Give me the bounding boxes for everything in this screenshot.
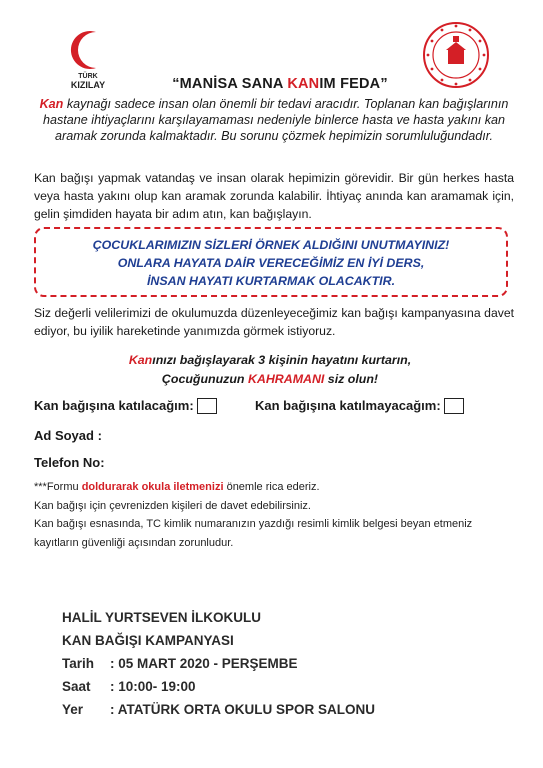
cta-highlight-1: Kan	[128, 353, 153, 367]
turk-kizilay-logo	[58, 28, 118, 88]
attend-checkbox[interactable]	[197, 398, 217, 414]
callout-line-2: ONLARA HAYATA DAİR VERECEĞİMİZ EN İYİ DERS,	[117, 256, 425, 270]
callout-box	[34, 227, 508, 297]
cta-text-1: ınızı bağışlayarak 3 kişinin hayatını kurtarın,	[152, 353, 412, 367]
cta-highlight-2: KAHRAMANI	[247, 372, 325, 386]
notes-section	[34, 478, 504, 552]
intro-paragraph	[34, 96, 514, 144]
note-1-after: önemle rica ederiz.	[223, 481, 320, 493]
title-part-2: IM FEDA”	[319, 76, 388, 92]
title-part-1: “MANİSA SANA	[172, 76, 288, 92]
cta-text-2b: siz olun!	[324, 372, 379, 386]
not-attend-label: Kan bağışına katılmayacağım:	[255, 398, 441, 414]
body-paragraph-1: Kan bağışı yapmak vatandaş ve insan olarak hepimizin görevidir. Bir gün herkes hasta veya hasta yakını olup kan aramak zorunda kalabilir. İhtiyaç anında kan aramamak için, gelin şimdiden hayata bir adım atın, kan bağışlayın.	[34, 171, 514, 221]
time-value: : 10:00- 19:00	[110, 679, 196, 694]
logo-line2: KIZILAY	[70, 80, 106, 90]
callout-line-1: ÇOCUKLARIMIZIN SİZLERİ ÖRNEK ALDIĞINI UNUTMAYINIZ!	[92, 238, 450, 252]
logo-line1: TÜRK	[78, 73, 98, 80]
body-paragraph-2: Siz değerli velilerimizi de okulumuzda düzenleyeceğimiz kan bağışı kampanyasına davet ediyor, bu iyilik hareketinde yanımızda görmek istiyoruz.	[34, 306, 514, 338]
attend-option	[34, 397, 217, 414]
not-attend-checkbox[interactable]	[444, 398, 464, 414]
date-value: : 05 MART 2020 - PERŞEMBE	[110, 656, 298, 671]
note-3: Kan bağışı esnasında, TC kimlik numaranızın yazdığı resimli kimlik belgesi beyan etmeniz kayıtların güvenliği açısından zorunludur.	[34, 518, 473, 549]
name-field-label: Ad Soyad :	[34, 428, 102, 443]
attend-label: Kan bağışına katılacağım:	[34, 398, 194, 414]
date-key: Tarih	[62, 656, 95, 671]
call-to-action	[60, 351, 480, 389]
note-2: Kan bağışı için çevrenizden kişileri de davet edebilirsiniz.	[34, 499, 311, 512]
school-name: HALİL YURTSEVEN İLKOKULU	[62, 610, 262, 625]
intro-text: kaynağı sadece insan olan önemli bir tedavi aracıdır. Toplanan kan bağışlarının hastane ihtiyaçlarını karşılayamaması nedeniyle binlerce hasta ve hasta yakını kan aramak zorunda kalmaktadır. Bu sorunu çözmek hepimizin sorumluluğundadır.	[42, 97, 509, 143]
callout-line-3: İNSAN HAYATI KURTARMAK OLACAKTIR.	[146, 274, 396, 288]
intro-highlight: Kan	[39, 97, 64, 111]
crescent-icon	[66, 28, 110, 72]
title-highlight: KAN	[287, 76, 320, 92]
time-key: Saat	[62, 679, 91, 694]
event-details	[62, 606, 375, 721]
note-1-highlight: doldurarak okula iletmenizi	[81, 481, 224, 493]
cta-text-2a: Çocuğunuzun	[161, 372, 248, 386]
not-attend-option	[255, 397, 464, 414]
note-1-before: ***Formu	[34, 481, 82, 493]
phone-field-label: Telefon No:	[34, 455, 105, 470]
ministry-seal-icon	[421, 20, 491, 90]
campaign-name: KAN BAĞIŞI KAMPANYASI	[62, 633, 234, 648]
place-key: Yer	[62, 702, 84, 717]
page-title	[150, 76, 410, 92]
place-value: : ATATÜRK ORTA OKULU SPOR SALONU	[110, 702, 375, 717]
